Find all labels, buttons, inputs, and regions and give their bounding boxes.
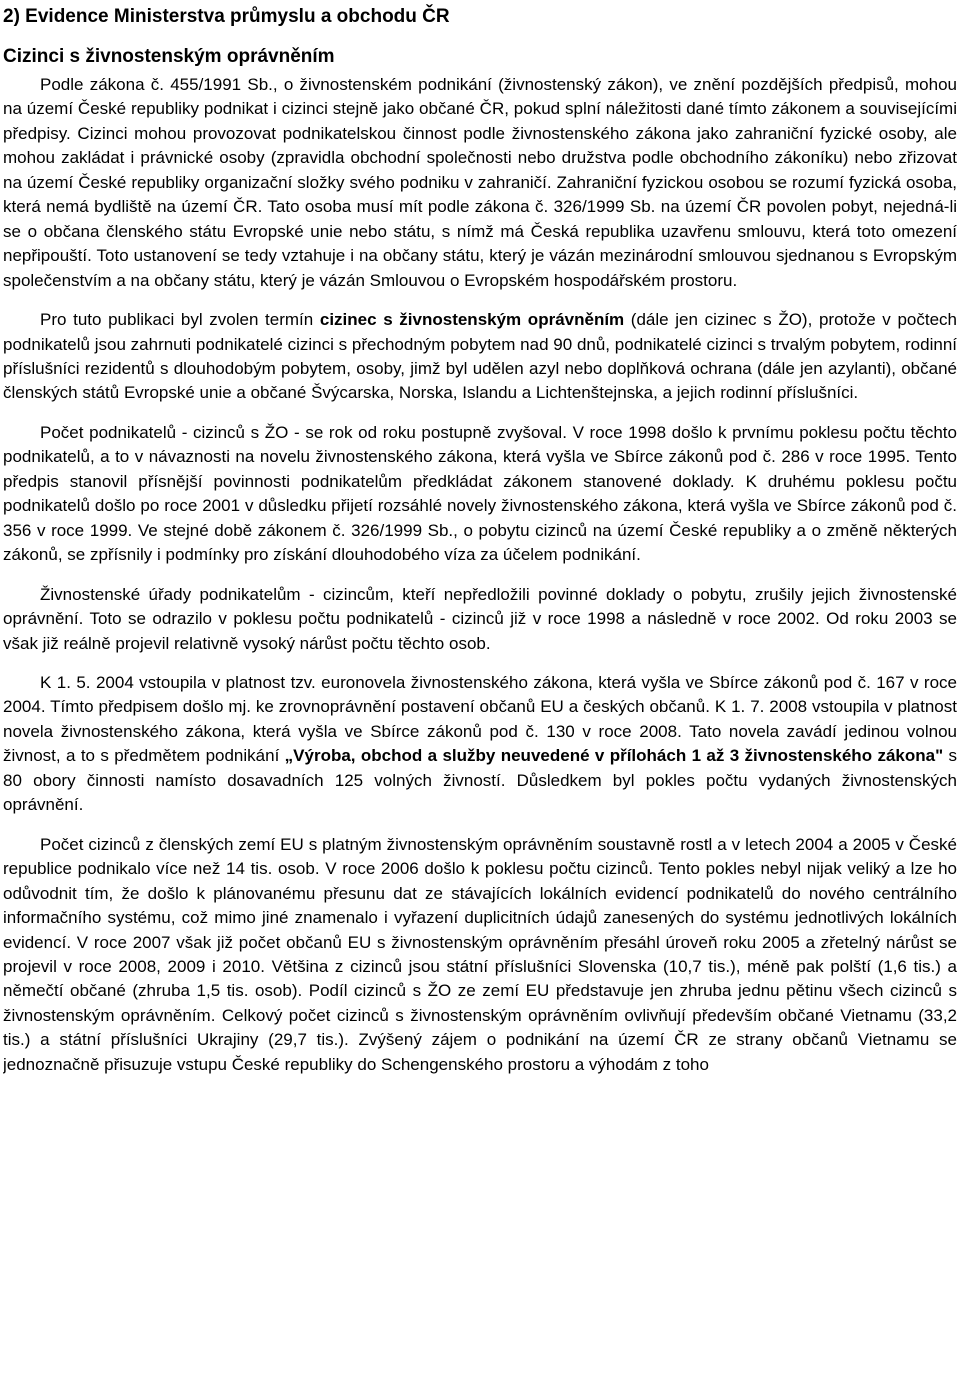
- paragraph-trade-offices: [3, 583, 957, 656]
- paragraph-text: Živnostenské úřady podnikatelům - cizincům, kteří nepředložili povinné doklady o pobytu, zrušily jejich živnostenské oprávnění. Toto se odrazilo v poklesu počtu podnikatelů - cizinců již v roce 1998 a následně v roce 2002. Od roku 2003 se však již reálně projevil relativně vysoký nárůst počtu těchto osob.: [3, 584, 957, 653]
- section-title: 2) Evidence Ministerstva průmyslu a obchodu ČR: [3, 6, 450, 27]
- paragraph-text: K 1. 5. 2004 vstoupila v platnost tzv. euronovela živnostenského zákona, která vyšla ve Sbírce zákonů pod č. 167 v roce 2004. Tímto předpisem došlo mj. ke zrovnoprávnění postavení občanů EU a českých občanů. K 1. 7. 2008 vstoupila v platnost novela živnostenského zákona, která vyšla ve Sbírce zákonů pod č. 130 v roce 2008. Tato novela zavádí jedinou volnou živnost, a to s předmětem podnikání: [3, 672, 957, 766]
- paragraph-text: Pro tuto publikaci byl zvolen termín: [40, 310, 320, 330]
- free-trade-name: „Výroba, obchod a služby neuvedené v přílohách 1 až 3 živnostenského zákona": [284, 746, 944, 766]
- section-subtitle: Cizinci s živnostenským oprávněním: [3, 46, 335, 67]
- paragraph-text: Podle zákona č. 455/1991 Sb., o živnostenském podnikání (živnostenský zákon), ve znění pozdějších předpisů, mohou na území České republiky podnikat i cizinci stejně jako občané ČR, pokud splní náležitosti dané tímto zákonem a souvisejícími předpisy. Cizinci mohou provozovat podnikatelskou činnost podle živnostenského zákona jako zahraniční fyzické osoby, ale mohou zakládat i právnické osoby (zpravidla obchodní společnosti nebo družstva podle obchodního zákoníku) nebo zřizovat na území České republiky organizační složky svého podniku v zahraničí. Zahraniční fyzickou osobou se rozumí fyzická osoba, která nemá bydliště na území ČR. Tato osoba musí mít podle zákona č. 326/1999 Sb. na území ČR povolen pobyt, nejedná-li se o občana členského státu Evropské unie nebo státu, s nímž má Česká republika uzavřenu smlouvu, která toto omezení nepřipouští. Toto ustanovení se tedy vztahuje i na občany státu, který je vázán mezinárodní smlouvou sjednanou s Evropským společenstvím a na občany státu, který je vázán Smlouvou o Evropském hospodářském prostoru.: [3, 75, 957, 290]
- paragraph-amendments: [3, 671, 957, 818]
- paragraph-eu-citizens: [3, 833, 957, 1078]
- paragraph-text: Počet podnikatelů - cizinců s ŽO - se rok od roku postupně zvyšoval. V roce 1998 došlo k prvnímu poklesu počtu těchto podnikatelů, a to v návaznosti na novelu živnostenského zákona, která vyšla ve Sbírce zákonů pod č. 286 v roce 1995. Tento předpis stanovil přísnější povinnosti podnikatelům předkládat zákonem stanovené doklady. K druhému poklesu počtu podnikatelů došlo po roce 2001 v důsledku přijetí rozsáhlé novely živnostenského zákona, která vyšla ve Sbírce zákonů pod č. 356 v roce 1999. Ve stejné době zákonem č. 326/1999 Sb., o pobytu cizinců na území České republiky a o změně některých zákonů, se zpřísnily i podmínky pro získání dlouhodobého víza za účelem podnikání.: [3, 422, 957, 565]
- paragraph-definition: [3, 308, 957, 406]
- document-page: [3, 0, 957, 1398]
- paragraph-text: Počet cizinců z členských zemí EU s platným živnostenským oprávněním soustavně rostl a v letech 2004 a 2005 v České republice podnikalo více než 14 tis. osob. V roce 2006 došlo k poklesu počtu cizinců. Tento pokles nebyl nijak veliký a lze ho odůvodnit tím, že došlo k plánovanému přesunu dat ze stávajících lokálních evidencí podnikatelů do nového centrálního informačního systému, což mimo jiné znamenalo i vyřazení duplicitních údajů zanesených do systému jednotlivých lokálních evidencí. V roce 2007 však již počet občanů EU s živnostenským oprávněním přesáhl úroveň roku 2005 a zřetelný nárůst se projevil v roce 2008, 2009 i 2010. Většina z cizinců jsou státní příslušníci Slovenska (10,7 tis.), méně pak polští (1,6 tis.) a němečtí občané (zhruba 1,5 tis. osob). Podíl cizinců s ŽO ze zemí EU představuje jen zhruba jednu pětinu všech cizinců s živnostenským oprávněním. Celkový počet cizinců s živnostenským oprávněním ovlivňují především občané Vietnamu (33,2 tis.) a státní příslušníci Ukrajiny (29,7 tis.). Zvýšený zájem o podnikání na území ČR ze strany občanů Vietnamu se jednoznačně přisuzuje vstupu České republiky do Schengenského prostoru a výhodám z toho: [3, 834, 957, 1074]
- paragraph-trend: [3, 421, 957, 568]
- paragraph-text: s 80 obory činnosti namísto dosavadních 125 volných živností. Důsledkem byl pokles počtu vydaných živnostenských oprávnění.: [3, 746, 957, 815]
- paragraph-legal-basis: [3, 73, 957, 293]
- paragraph-text: (dále jen cizinec s ŽO), protože v počtech podnikatelů jsou zahrnuti podnikatelé cizinci s přechodným pobytem nad 90 dnů, podnikatelé cizinci s trvalým pobytem, rodinní příslušníci rezidentů s dlouhodobým pobytem, osoby, jimž byl udělen azyl nebo doplňková ochrana (dále jen azylanti), občané členských států Evropské unie a občané Švýcarska, Norska, Islandu a Lichtenštejnska, a jejich rodinní příslušníci.: [3, 310, 957, 403]
- defined-term: cizinec s živnostenským oprávněním: [319, 310, 625, 330]
